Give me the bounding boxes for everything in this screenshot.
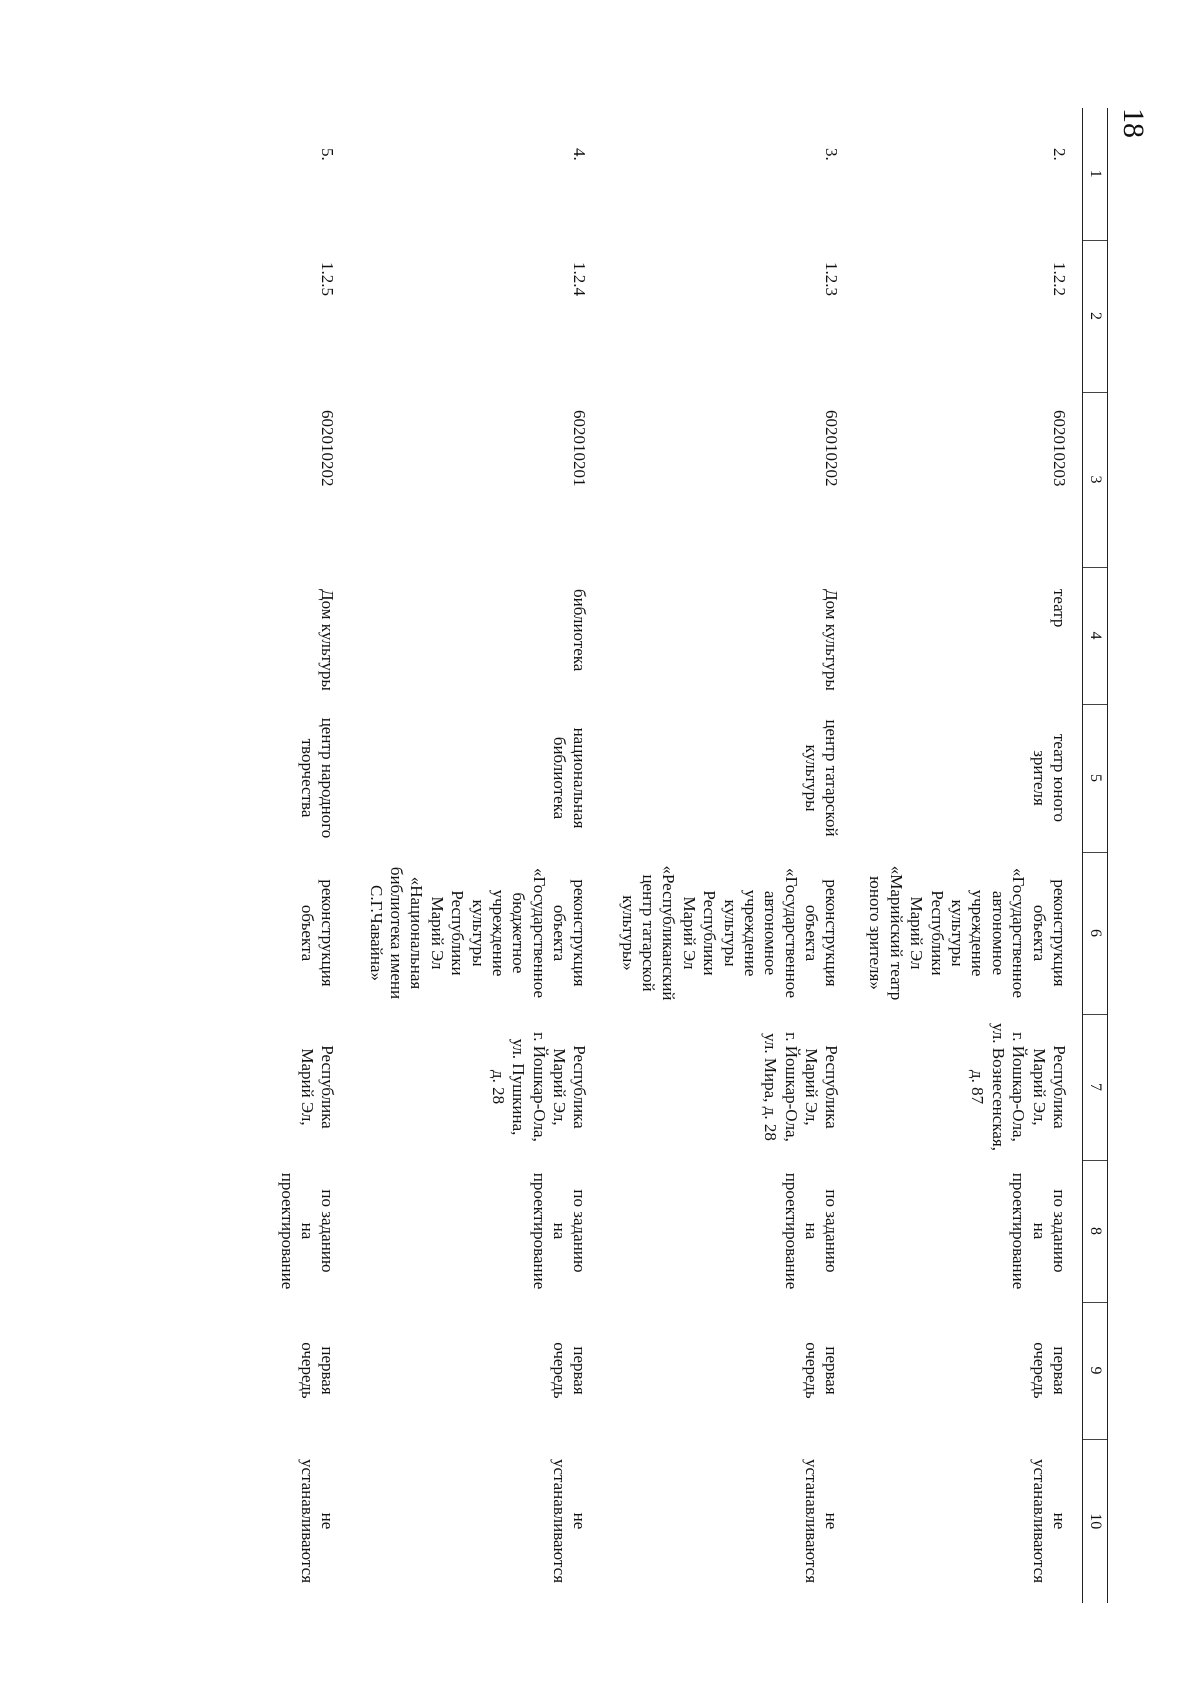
column-header: 4 [1083, 567, 1108, 704]
object-type: Дом культуры [822, 589, 842, 691]
object-term: первая очередь [298, 1342, 338, 1399]
column-header: 6 [1083, 852, 1108, 1014]
table-row [855, 108, 1083, 1603]
column-header: 8 [1083, 1160, 1108, 1302]
object-location: Республика Марий Эл, [298, 1045, 338, 1129]
column-header: 7 [1083, 1014, 1108, 1160]
object-purpose: реконструкция объекта «Государственное автономное учреждение культуры Республики Марий Эл «Марийский театр юного зрителя» [866, 865, 1069, 1001]
column-number-row [1083, 108, 1108, 1603]
object-location: Республика Марий Эл, г. Йошкар-Ола, ул. Пушкина, д. 28 [488, 1032, 590, 1142]
object-purpose: реконструкция объекта «Государственное бюджетное учреждение культуры Республики Марий Эл «Национальная библиотека имени С.Г.Чавайна» [366, 866, 590, 1000]
object-kind: театр юного зрителя [1029, 733, 1069, 823]
row-number: 3. [822, 148, 842, 161]
section-number: 1.2.4 [570, 262, 590, 296]
column-header: 9 [1083, 1302, 1108, 1439]
table-row [603, 108, 855, 1603]
table-row [199, 108, 351, 1603]
object-zones: не устанавливаются [1029, 1458, 1069, 1584]
object-code: 602010203 [1050, 410, 1069, 487]
object-location: Республика Марий Эл, г. Йошкар-Ола, ул. Вознесенская, д. 87 [968, 1023, 1069, 1151]
column-header: 3 [1083, 392, 1108, 567]
object-code: 602010202 [318, 410, 338, 487]
object-type: библиотека [570, 589, 590, 672]
object-characteristics: по заданию на проектирование [781, 1172, 842, 1290]
object-characteristics: по заданию на проектирование [1009, 1172, 1069, 1290]
object-zones: не устанавливаются [298, 1458, 338, 1584]
object-term: первая очередь [802, 1342, 842, 1399]
object-purpose: реконструкция объекта «Государственное автономное учреждение культуры Республики Марий Эл «Республиканский центр татарской культуры» [618, 865, 842, 1001]
object-type: Дом культуры [318, 589, 338, 691]
row-number: 4. [570, 148, 590, 161]
object-location: Республика Марий Эл, г. Йошкар-Ола, ул. Мира, д. 28 [761, 1032, 842, 1142]
object-term: первая очередь [550, 1342, 590, 1399]
object-term: первая очередь [1029, 1342, 1069, 1399]
section-number: 1.2.2 [1050, 262, 1069, 296]
object-kind: национальная библиотека [550, 727, 590, 829]
object-characteristics: по заданию на проектирование [277, 1172, 338, 1290]
table-row [351, 108, 603, 1603]
object-kind: центр татарской культуры [802, 719, 842, 837]
section-number: 1.2.5 [318, 262, 338, 296]
object-zones: не устанавливаются [550, 1458, 590, 1584]
object-code: 602010201 [570, 410, 590, 487]
object-kind: центр народного творчества [298, 717, 338, 839]
object-characteristics: по заданию на проектирование [529, 1172, 590, 1290]
column-header: 2 [1083, 240, 1108, 392]
column-header: 10 [1083, 1439, 1108, 1603]
object-type: театр [1050, 589, 1069, 628]
object-code: 602010202 [822, 410, 842, 487]
section-number: 1.2.3 [822, 262, 842, 296]
column-header: 5 [1083, 704, 1108, 852]
rotated-table-frame [200, 108, 1108, 1603]
page-number: 18 [1117, 108, 1150, 138]
objects-table [199, 108, 1109, 1603]
row-number: 2. [1050, 148, 1069, 161]
object-purpose: реконструкция объекта [298, 879, 338, 987]
column-header: 1 [1083, 108, 1108, 240]
object-zones: не устанавливаются [802, 1458, 842, 1584]
row-number: 5. [318, 148, 338, 161]
